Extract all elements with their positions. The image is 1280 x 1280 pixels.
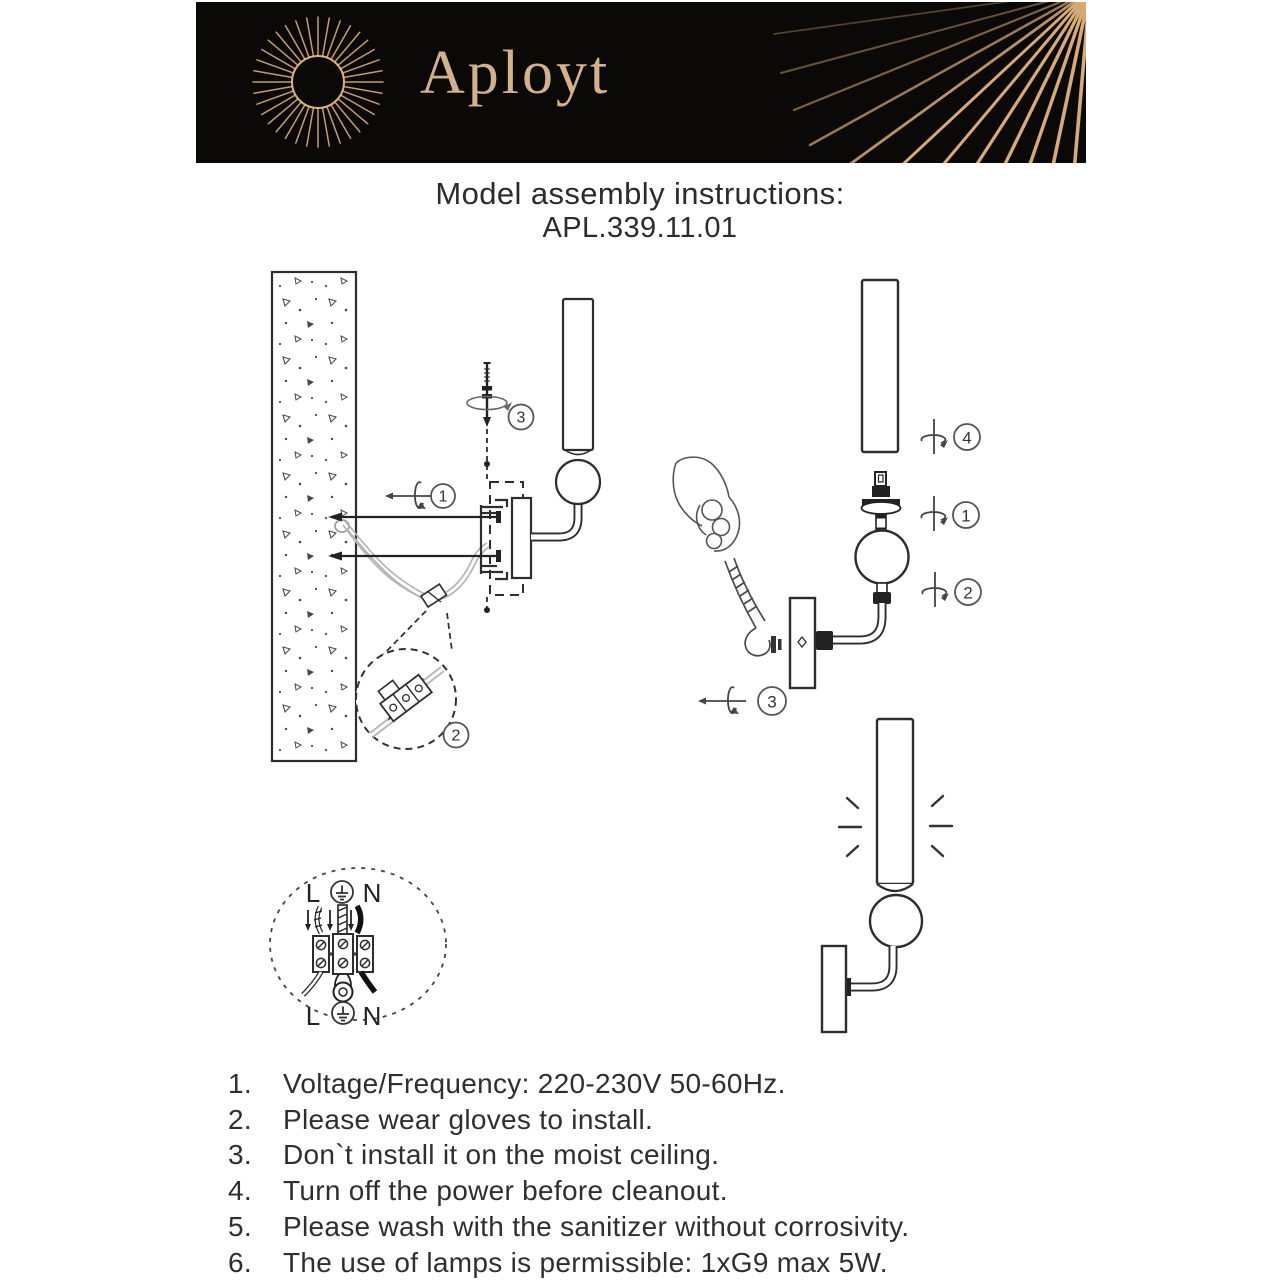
- instruction-item: [228, 1137, 1098, 1173]
- n-label-top: N: [362, 878, 382, 908]
- rotation-2-icon: [922, 572, 949, 607]
- lamp-sphere: [870, 895, 922, 947]
- instruction-text: Turn off the power before cleanout.: [283, 1175, 728, 1207]
- instruction-list: [228, 1066, 1098, 1280]
- lamp-arm: [844, 946, 893, 996]
- svg-text:1: 1: [438, 488, 448, 506]
- instruction-text: Please wear gloves to install.: [283, 1103, 654, 1135]
- wall-plate: [822, 946, 846, 1032]
- wiring-diagram: [270, 868, 446, 1031]
- instruction-item: [228, 1173, 1098, 1209]
- instruction-item: [228, 1245, 1098, 1280]
- instruction-number: 1.: [228, 1068, 252, 1099]
- wire-connector: [421, 584, 447, 607]
- lamp-tube: [877, 719, 913, 891]
- magnifier-circle: [356, 649, 456, 749]
- instruction-number: 6.: [228, 1246, 252, 1278]
- instruction-number: 4.: [228, 1175, 252, 1207]
- lamp-tube: [862, 280, 898, 452]
- instruction-text: Voltage/Frequency: 220-230V 50-60Hz.: [283, 1068, 786, 1099]
- instruction-number: 2.: [228, 1103, 252, 1135]
- exploded-view-diagram: [673, 280, 981, 715]
- brand-name: Aployt: [420, 39, 611, 107]
- lamp-arm: [816, 583, 891, 650]
- terminal-block: [313, 934, 373, 974]
- svg-text:2: 2: [963, 583, 973, 603]
- svg-text:3: 3: [767, 692, 777, 712]
- earth-icon: [331, 881, 353, 903]
- mounting-bracket: [481, 500, 507, 579]
- callout-4: [954, 424, 980, 450]
- callout-3: [509, 405, 534, 430]
- l-label-bottom: L: [305, 1001, 321, 1031]
- svg-text:4: 4: [962, 428, 972, 448]
- callout-1: [431, 484, 455, 508]
- instruction-text: The use of lamps is permissible: 1xG9 max 5W.: [283, 1246, 888, 1278]
- model-number: APL.339.11.01: [542, 212, 738, 244]
- instruction-number: 5.: [228, 1210, 252, 1242]
- hand-icon: [673, 457, 739, 551]
- wall-mount-diagram: [272, 272, 600, 761]
- page-title: Model assembly instructions:: [435, 176, 845, 211]
- rotation-3-icon: [698, 687, 746, 714]
- callout-1: [953, 502, 979, 528]
- assembled-lamp-diagram: [822, 719, 952, 1032]
- rotation-1-icon: [385, 482, 433, 509]
- callout-2: [444, 723, 469, 748]
- n-label-bottom: N: [362, 1001, 382, 1031]
- lamp-tube: [563, 299, 593, 455]
- earth-icon: [332, 1002, 354, 1024]
- instruction-text: Don`t install it on the moist ceiling.: [283, 1139, 720, 1171]
- lamp-sphere: [556, 460, 600, 504]
- rotation-4-icon: [921, 419, 948, 454]
- svg-text:2: 2: [451, 727, 461, 745]
- nut: [771, 636, 782, 653]
- anchor-screw: [467, 363, 512, 427]
- svg-text:3: 3: [516, 409, 526, 427]
- instruction-item: [228, 1209, 1098, 1245]
- wall-plate: [512, 498, 531, 578]
- rotation-1-icon: [921, 496, 948, 531]
- wire-bundle: [335, 520, 489, 603]
- g9-bulb: [862, 472, 901, 532]
- l-label-top: L: [305, 878, 321, 908]
- instruction-item: [228, 1066, 1098, 1102]
- lamp-sphere: [856, 531, 909, 584]
- callout-3: [758, 687, 786, 715]
- wrench-icon: [725, 558, 770, 656]
- callout-2: [955, 579, 981, 605]
- arm-connector: [816, 631, 833, 650]
- lamp-arm: [531, 502, 578, 537]
- svg-text:1: 1: [961, 506, 971, 526]
- instruction-item: [228, 1102, 1098, 1138]
- instruction-number: 3.: [228, 1139, 252, 1171]
- wall-plate: [790, 598, 815, 688]
- instruction-text: Please wash with the sanitizer without corrosivity.: [283, 1210, 910, 1242]
